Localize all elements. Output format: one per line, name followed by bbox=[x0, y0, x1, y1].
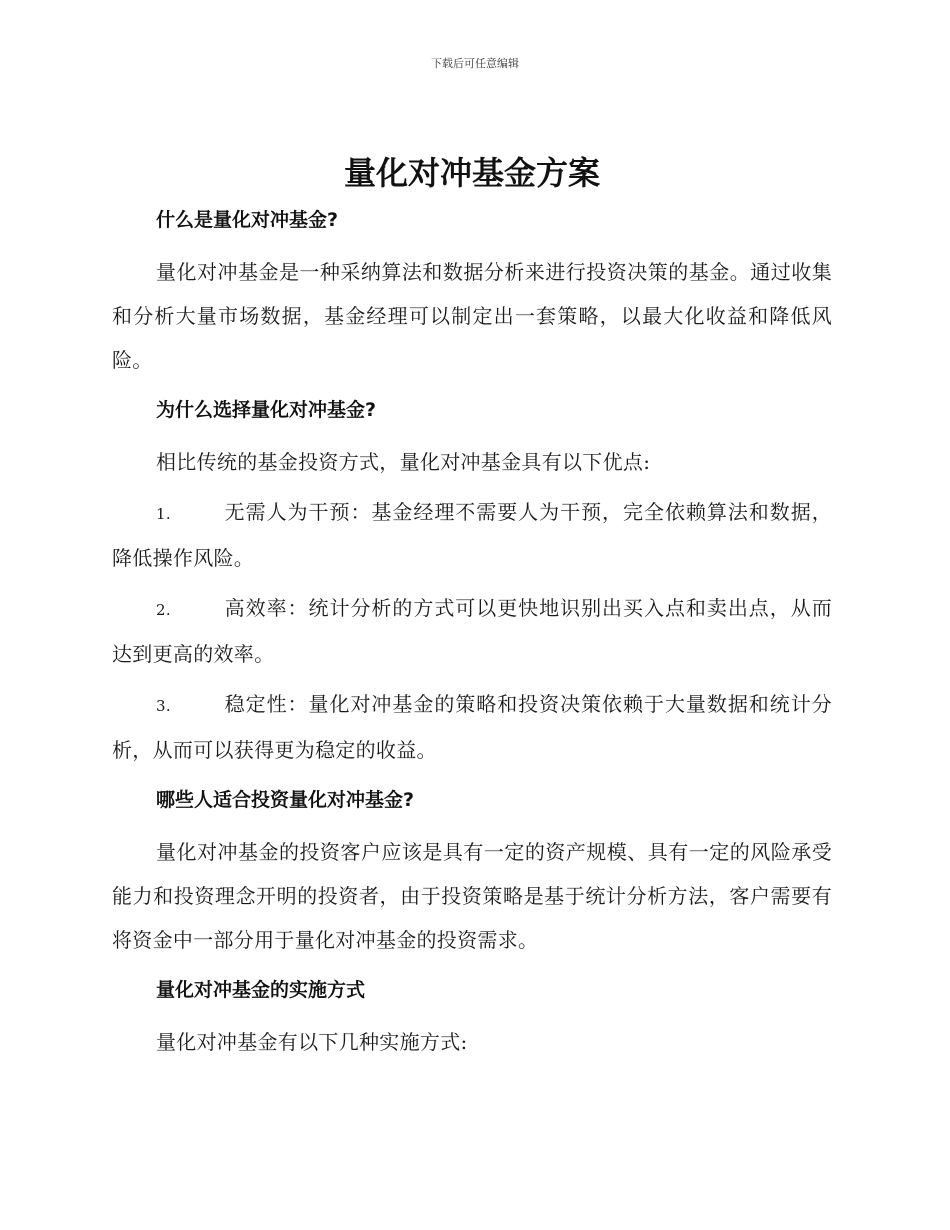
document-title: 量化对冲基金方案 bbox=[343, 154, 600, 192]
list-item-text: 稳定性：量化对冲基金的策略和投资决策依赖于大量数据和统计分析，从而可以获得更为稳定的收益。 bbox=[112, 692, 832, 762]
section-heading-who: 哪些人适合投资量化对冲基金? bbox=[156, 789, 415, 811]
list-item bbox=[112, 490, 832, 580]
section-paragraph-why: 相比传统的基金投资方式，量化对冲基金具有以下优点: bbox=[156, 450, 651, 474]
page-header-note: 下载后可任意编辑 bbox=[431, 57, 519, 70]
list-item-text: 无需人为干预：基金经理不需要人为干预，完全依赖算法和数据，降低操作风险。 bbox=[112, 500, 832, 570]
list-item-number: 2. bbox=[156, 601, 171, 619]
list-item bbox=[112, 682, 832, 772]
list-item-number: 1. bbox=[156, 505, 171, 523]
section-paragraph-who: 量化对冲基金的投资客户应该是具有一定的资产规模、具有一定的风险承受能力和投资理念开明的投资者，由于投资策略是基于统计分析方法，客户需要有将资金中一部分用于量化对冲基金的投资需求。 bbox=[112, 840, 832, 952]
section-heading-what: 什么是量化对冲基金? bbox=[156, 209, 339, 231]
section-paragraph-how: 量化对冲基金有以下几种实施方式: bbox=[156, 1030, 468, 1054]
list-item bbox=[112, 586, 832, 676]
list-item-number: 3. bbox=[156, 697, 171, 715]
document-body bbox=[112, 148, 832, 1070]
section-paragraph-what: 量化对冲基金是一种采纳算法和数据分析来进行投资决策的基金。通过收集和分析大量市场数据，基金经理可以制定出一套策略，以最大化收益和降低风险。 bbox=[112, 260, 832, 372]
section-heading-why: 为什么选择量化对冲基金? bbox=[156, 399, 377, 421]
section-heading-how: 量化对冲基金的实施方式 bbox=[156, 979, 366, 1001]
list-item-text: 高效率：统计分析的方式可以更快地识别出买入点和卖出点，从而达到更高的效率。 bbox=[112, 596, 832, 666]
